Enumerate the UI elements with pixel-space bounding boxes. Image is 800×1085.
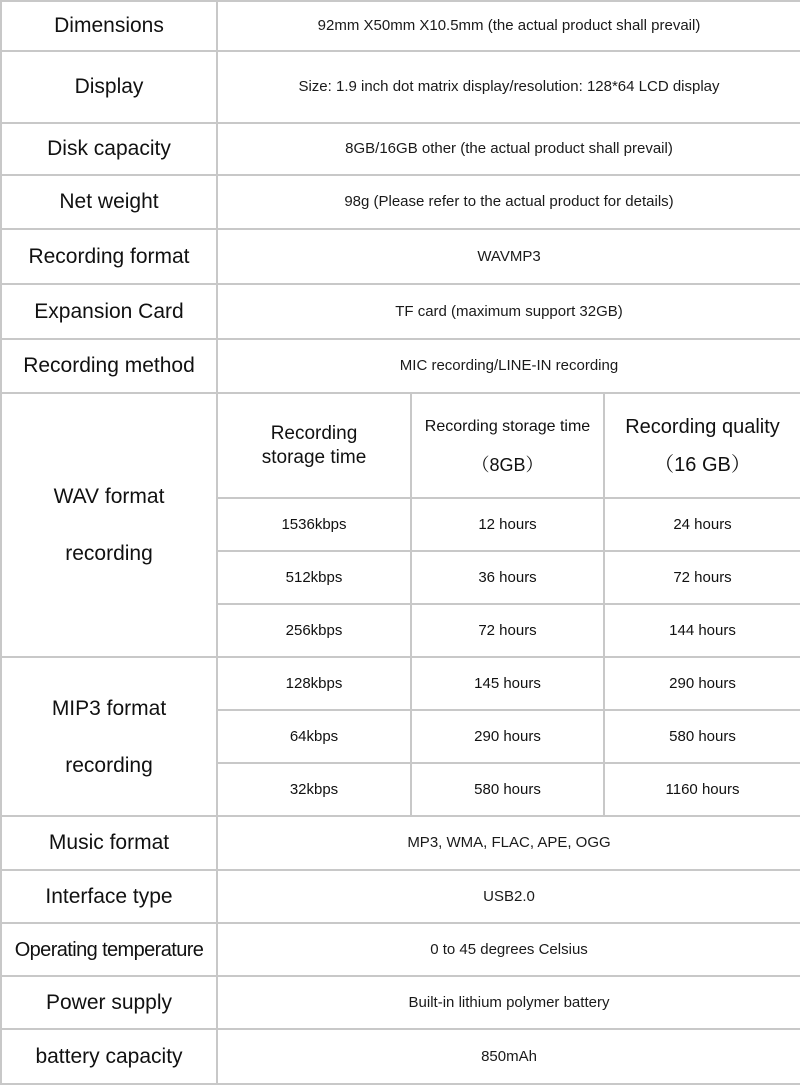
wav-group-label — [1, 393, 217, 657]
spec-row-interface-type — [1, 870, 800, 923]
time-8gb-cell: 12 hours — [411, 498, 604, 551]
time-16gb-cell: 144 hours — [604, 604, 800, 657]
spec-row-music-format — [1, 816, 800, 870]
spec-label: Interface type — [1, 870, 217, 923]
header-storage-time-8gb — [411, 393, 604, 498]
spec-row-dimensions — [1, 1, 800, 51]
bitrate-cell: 256kbps — [217, 604, 411, 657]
spec-value: 92mm X50mm X10.5mm (the actual product shall prevail) — [217, 1, 800, 51]
spec-row-recording-format — [1, 229, 800, 284]
spec-row-expansion-card — [1, 284, 800, 339]
spec-label: Music format — [1, 816, 217, 870]
spec-label: battery capacity — [1, 1029, 217, 1084]
bitrate-cell: 128kbps — [217, 657, 411, 710]
spec-label: Dimensions — [1, 1, 217, 51]
spec-row-display — [1, 51, 800, 123]
spec-label: Disk capacity — [1, 123, 217, 175]
header-storage-time — [217, 393, 411, 498]
time-16gb-cell: 580 hours — [604, 710, 800, 763]
header-col1-line2: storage time — [261, 446, 367, 468]
header-col2-line2: （8GB） — [471, 454, 544, 475]
spec-label: Expansion Card — [1, 284, 217, 339]
time-8gb-cell: 580 hours — [411, 763, 604, 816]
mp3-label-line2: recording — [65, 753, 153, 777]
header-col3-line1: Recording quality — [625, 415, 780, 438]
spec-value: Built-in lithium polymer battery — [217, 976, 800, 1029]
bitrate-cell: 64kbps — [217, 710, 411, 763]
spec-value: 0 to 45 degrees Celsius — [217, 923, 800, 976]
spec-value: 8GB/16GB other (the actual product shall prevail) — [217, 123, 800, 175]
time-8gb-cell: 290 hours — [411, 710, 604, 763]
spec-value: WAVMP3 — [217, 229, 800, 284]
wav-label-line1: WAV format — [53, 485, 165, 508]
spec-row-disk-capacity — [1, 123, 800, 175]
time-16gb-cell: 72 hours — [604, 551, 800, 604]
spec-label: Operating temperature — [1, 923, 217, 976]
bitrate-cell: 1536kbps — [217, 498, 411, 551]
spec-label: Display — [1, 51, 217, 123]
table-row — [1, 657, 800, 710]
spec-value: MIC recording/LINE-IN recording — [217, 339, 800, 393]
spec-value: Size: 1.9 inch dot matrix display/resolution: 128*64 LCD display — [217, 51, 800, 123]
spec-value: USB2.0 — [217, 870, 800, 923]
spec-row-operating-temperature — [1, 923, 800, 976]
spec-value: 850mAh — [217, 1029, 800, 1084]
recording-header-row — [1, 393, 800, 498]
spec-row-recording-method — [1, 339, 800, 393]
spec-row-battery-capacity — [1, 1029, 800, 1084]
time-16gb-cell: 24 hours — [604, 498, 800, 551]
bitrate-cell: 32kbps — [217, 763, 411, 816]
header-col1-line1: Recording — [270, 422, 358, 444]
time-8gb-cell: 36 hours — [411, 551, 604, 604]
bitrate-cell: 512kbps — [217, 551, 411, 604]
time-8gb-cell: 145 hours — [411, 657, 604, 710]
spec-row-net-weight — [1, 175, 800, 229]
spec-value: 98g (Please refer to the actual product for details) — [217, 175, 800, 229]
header-quality-16gb — [604, 393, 800, 498]
mp3-group-label — [1, 657, 217, 816]
spec-label: Power supply — [1, 976, 217, 1029]
spec-value: TF card (maximum support 32GB) — [217, 284, 800, 339]
spec-label: Recording format — [1, 229, 217, 284]
header-col3-line2: （16 GB） — [654, 453, 751, 476]
spec-row-power-supply — [1, 976, 800, 1029]
time-16gb-cell: 290 hours — [604, 657, 800, 710]
wav-label-line2: recording — [65, 542, 153, 565]
mp3-label-line1: MIP3 format — [51, 696, 167, 720]
time-16gb-cell: 1160 hours — [604, 763, 800, 816]
header-col2-line1: Recording storage time — [424, 417, 591, 435]
spec-value: MP3, WMA, FLAC, APE, OGG — [217, 816, 800, 870]
spec-label: Net weight — [1, 175, 217, 229]
time-8gb-cell: 72 hours — [411, 604, 604, 657]
spec-label: Recording method — [1, 339, 217, 393]
